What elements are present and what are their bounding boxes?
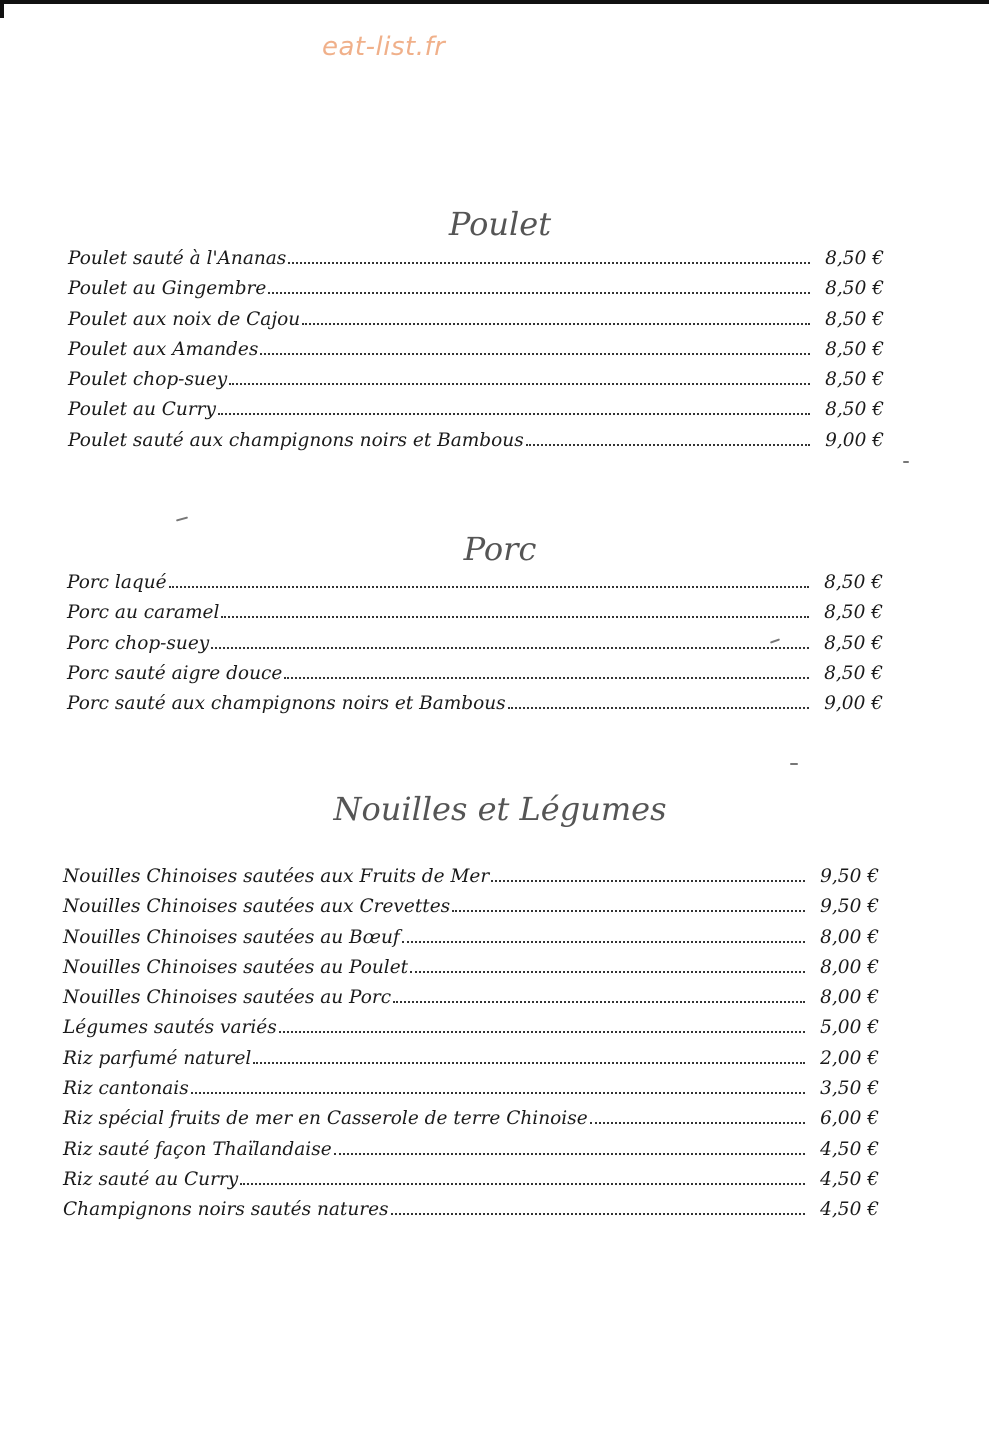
section-title-porc: Porc <box>463 530 537 568</box>
item-price: 8,50 € <box>824 602 883 624</box>
item-price: 8,50 € <box>824 572 883 593</box>
dot-leader <box>590 1121 805 1124</box>
scan-speck <box>903 461 909 463</box>
item-name: Poulet au Curry <box>68 399 216 421</box>
dot-leader <box>284 676 809 679</box>
item-name: Nouilles Chinoises sautées aux Fruits de Mer <box>63 866 490 887</box>
dot-leader <box>391 1212 805 1215</box>
watermark: eat-list.fr <box>322 32 446 62</box>
dot-leader <box>240 1182 805 1185</box>
item-price: 8,00 € <box>820 987 879 1009</box>
item-name: Porc sauté aigre douce <box>67 662 283 684</box>
item-price: 8,50 € <box>825 308 884 330</box>
menu-item <box>63 1169 879 1199</box>
section-title-poulet: Poulet <box>448 205 552 243</box>
item-name: Poulet sauté à l'Ananas <box>68 248 287 269</box>
item-name: Champignons noirs sautés natures <box>63 1199 389 1221</box>
item-price: 8,50 € <box>824 662 883 684</box>
dot-leader <box>221 615 809 618</box>
item-price: 2,00 € <box>820 1047 879 1069</box>
item-price: 6,00 € <box>820 1108 879 1130</box>
menu-item <box>63 957 879 987</box>
item-name: Poulet aux Amandes <box>68 338 259 360</box>
dot-leader <box>508 706 809 709</box>
item-name: Poulet aux noix de Cajou <box>68 308 301 330</box>
menu-item <box>68 339 884 369</box>
item-price: 4,50 € <box>820 1199 879 1221</box>
section-title-nouilles-et-legumes: Nouilles et Légumes <box>333 790 667 828</box>
item-name: Riz spécial fruits de mer en Casserole de terre Chinoise <box>63 1108 588 1130</box>
item-price: 4,50 € <box>820 1168 879 1190</box>
menu-item <box>67 693 883 723</box>
item-price: 9,50 € <box>820 896 879 918</box>
scan-speck <box>790 763 798 765</box>
dot-leader <box>279 1030 805 1033</box>
item-name: Porc au caramel <box>67 602 220 624</box>
menu-item <box>63 927 879 957</box>
scan-speck <box>176 516 188 521</box>
item-name: Poulet chop-suey <box>68 369 228 391</box>
menu-list-porc <box>67 572 883 723</box>
dot-leader <box>191 1091 805 1094</box>
item-price: 9,50 € <box>820 866 879 887</box>
menu-item <box>68 248 884 278</box>
menu-item <box>67 602 883 632</box>
menu-item <box>63 1017 879 1047</box>
dot-leader <box>402 940 805 943</box>
menu-list-poulet <box>68 248 884 460</box>
item-name: Poulet sauté aux champignons noirs et Bambous <box>68 429 524 451</box>
item-price: 8,00 € <box>820 956 879 978</box>
item-name: Nouilles Chinoises sautées au Porc <box>63 987 392 1009</box>
dot-leader <box>229 382 810 385</box>
dot-leader <box>334 1152 805 1155</box>
dot-leader <box>491 879 805 882</box>
item-name: Riz sauté au Curry <box>63 1168 239 1190</box>
item-name: Riz cantonais <box>63 1078 189 1100</box>
dot-leader <box>211 646 809 649</box>
menu-item <box>67 663 883 693</box>
menu-item <box>63 1139 879 1169</box>
item-name: Nouilles Chinoises sautées aux Crevettes <box>63 896 451 918</box>
item-price: 3,50 € <box>820 1078 879 1100</box>
item-price: 8,50 € <box>825 338 884 360</box>
item-price: 8,00 € <box>820 926 879 948</box>
item-price: 9,00 € <box>825 429 884 451</box>
dot-leader <box>452 909 805 912</box>
item-name: Porc chop-suey <box>67 632 210 654</box>
item-name: Poulet au Gingembre <box>68 278 267 300</box>
menu-item <box>63 866 879 896</box>
item-name: Nouilles Chinoises sautées au Poulet <box>63 956 409 978</box>
dot-leader <box>169 585 809 588</box>
menu-item <box>68 309 884 339</box>
menu-list-nouilles-et-legumes <box>63 866 879 1230</box>
item-name: Nouilles Chinoises sautées au Bœuf <box>63 926 400 948</box>
dot-leader <box>302 322 810 325</box>
dot-leader <box>526 443 810 446</box>
menu-item <box>63 987 879 1017</box>
dot-leader <box>288 261 810 264</box>
item-price: 8,50 € <box>825 369 884 391</box>
scan-left-mark <box>0 0 4 18</box>
scan-top-edge <box>0 0 989 4</box>
dot-leader <box>393 1000 805 1003</box>
item-name: Porc laqué <box>67 572 167 593</box>
item-price: 5,00 € <box>820 1017 879 1039</box>
menu-item <box>63 1199 879 1229</box>
item-name: Riz parfumé naturel <box>63 1047 252 1069</box>
menu-item <box>67 572 883 602</box>
item-price: 8,50 € <box>825 278 884 300</box>
item-price: 8,50 € <box>825 399 884 421</box>
dot-leader <box>260 352 810 355</box>
item-name: Porc sauté aux champignons noirs et Bambous <box>67 693 506 715</box>
menu-item <box>63 1108 879 1138</box>
item-price: 9,00 € <box>824 693 883 715</box>
dot-leader <box>410 970 805 973</box>
item-name: Riz sauté façon Thaïlandaise <box>63 1138 332 1160</box>
dot-leader <box>268 291 810 294</box>
menu-item <box>68 278 884 308</box>
menu-item <box>63 896 879 926</box>
menu-item <box>68 430 884 460</box>
menu-item <box>68 369 884 399</box>
item-name: Légumes sautés variés <box>63 1017 277 1039</box>
menu-item <box>63 1048 879 1078</box>
item-price: 8,50 € <box>824 632 883 654</box>
item-price: 8,50 € <box>825 248 884 269</box>
item-price: 4,50 € <box>820 1138 879 1160</box>
menu-item <box>63 1078 879 1108</box>
dot-leader <box>253 1061 805 1064</box>
dot-leader <box>218 412 810 415</box>
menu-item <box>67 633 883 663</box>
menu-item <box>68 399 884 429</box>
